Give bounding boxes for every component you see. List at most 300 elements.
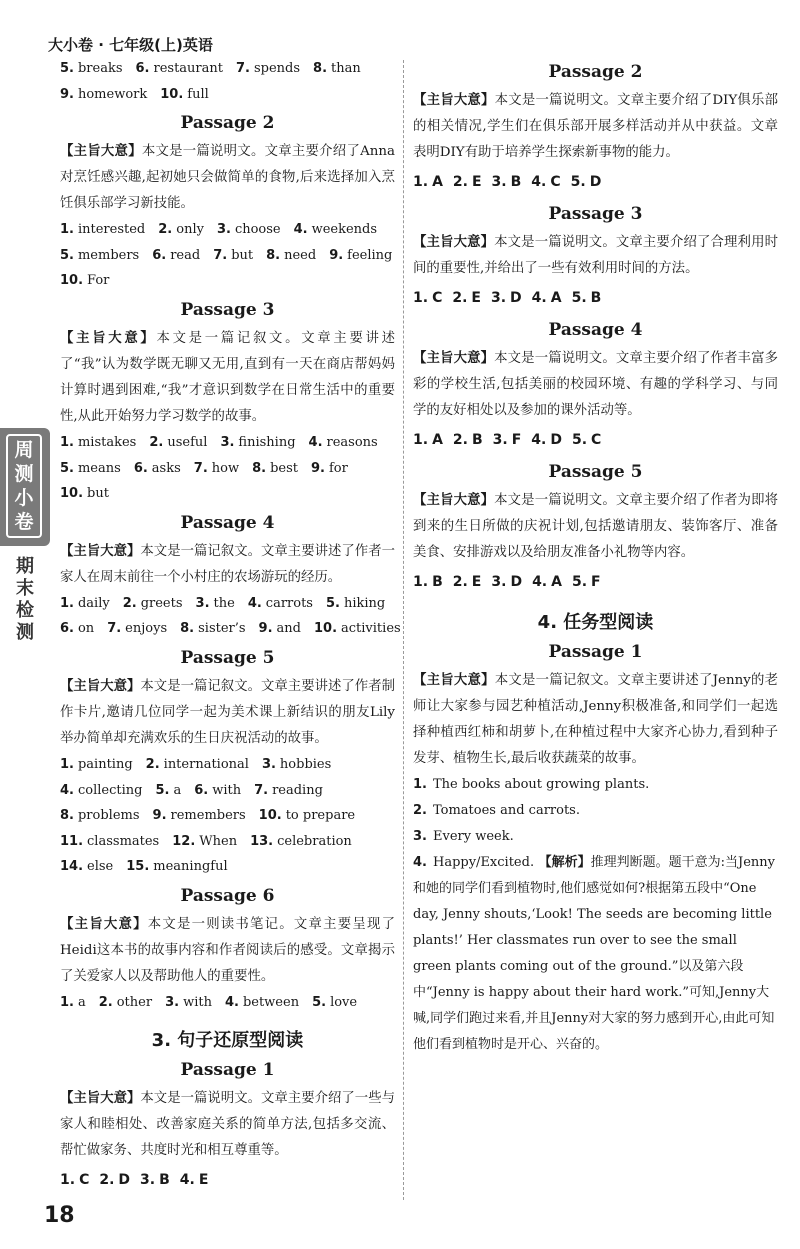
answer-text: sister’s bbox=[198, 621, 246, 637]
answer-text: finishing bbox=[238, 434, 296, 450]
answer-item bbox=[329, 243, 392, 269]
answer-number: 1. bbox=[60, 994, 74, 1010]
passage-title: Passage 6 bbox=[180, 885, 275, 906]
answer-line bbox=[60, 803, 395, 829]
answer-item bbox=[140, 1164, 170, 1196]
answer-text: how bbox=[211, 460, 240, 476]
passage-title: Passage 3 bbox=[180, 299, 275, 320]
answer-text: on bbox=[77, 621, 95, 637]
answer-text: for bbox=[328, 460, 348, 476]
answer-line bbox=[60, 829, 395, 855]
answer-line bbox=[60, 752, 395, 778]
answer-item bbox=[99, 990, 152, 1016]
answer-item bbox=[60, 82, 147, 108]
answer-line bbox=[413, 566, 778, 598]
answer-item bbox=[196, 591, 235, 617]
answer-number: 6. bbox=[135, 61, 150, 76]
answer-item bbox=[60, 56, 123, 82]
section-title: 4. 任务型阅读 bbox=[537, 612, 654, 633]
answer-number: 5. bbox=[325, 595, 340, 611]
answer-item bbox=[252, 456, 298, 482]
answer-number: 2. bbox=[98, 994, 113, 1010]
page-header-title: 大小卷 · 七年级(上)英语 bbox=[48, 36, 213, 54]
passage-summary bbox=[60, 138, 395, 217]
answer-number: 7. bbox=[254, 782, 269, 798]
answer-number: 2. bbox=[99, 1171, 115, 1188]
answer-number: 1. bbox=[60, 434, 74, 450]
answer-text: C bbox=[432, 290, 443, 306]
answer-item bbox=[180, 1164, 209, 1196]
side-tab bbox=[0, 428, 50, 546]
answer-item bbox=[452, 282, 481, 314]
answer-number: 5. bbox=[571, 432, 588, 448]
answer-number: 4. bbox=[531, 432, 547, 448]
answer-line bbox=[413, 166, 778, 198]
answer-text: homework bbox=[77, 86, 148, 102]
answer-number: 1. bbox=[60, 595, 74, 611]
answer-number: 6. bbox=[60, 621, 74, 637]
answer-item bbox=[126, 854, 227, 880]
answer-text: A bbox=[432, 174, 443, 190]
answer-item bbox=[259, 803, 355, 829]
answer-item bbox=[60, 481, 109, 507]
answer-number: 5. bbox=[155, 782, 170, 798]
passage-title: Passage 1 bbox=[180, 1059, 275, 1080]
answer-number: 8. bbox=[266, 247, 281, 263]
answer-number: 5. bbox=[312, 994, 327, 1010]
answer-item bbox=[194, 778, 241, 804]
analysis-tag: 【解析】 bbox=[534, 855, 591, 870]
answer-item bbox=[220, 430, 295, 456]
answer-text: E bbox=[471, 290, 481, 306]
answer-item bbox=[313, 56, 361, 82]
answer-text: C bbox=[79, 1171, 90, 1188]
summary-text: 本文是一则读书笔记。文章主要呈现了Heidi这本书的故事内容和作者阅读后的感受。文章揭示了关爱家人以及帮助他人的重要性。 bbox=[60, 916, 396, 984]
answer-item bbox=[262, 752, 331, 778]
answer-text: activities bbox=[341, 621, 401, 637]
answer-number: 1. bbox=[60, 756, 74, 772]
answer-text: D bbox=[589, 174, 602, 190]
answer-number: 3. bbox=[216, 222, 231, 238]
answer-number: 8. bbox=[313, 61, 328, 76]
answer-number: 5. bbox=[60, 61, 74, 76]
summary-text: 本文是一篇说明文。文章主要介绍了合理利用时间的重要性,并给出了一些有效利用时间的方法。 bbox=[413, 235, 778, 276]
answer-number: 2. bbox=[149, 434, 164, 450]
answer-text: remembers bbox=[170, 808, 246, 824]
task-answer bbox=[413, 772, 778, 798]
answer-number: 2. bbox=[145, 756, 160, 772]
answer-number: 1. bbox=[413, 432, 429, 448]
answer-item bbox=[531, 166, 560, 198]
answer-number: 6. bbox=[194, 782, 209, 798]
answer-text: weekends bbox=[311, 222, 378, 238]
answer-text: F bbox=[511, 432, 522, 448]
answer-text: full bbox=[187, 86, 209, 102]
answer-number: 15. bbox=[126, 859, 150, 875]
summary-tag: 【主旨大意】 bbox=[60, 143, 142, 160]
answer-text: problems bbox=[77, 808, 140, 824]
answer-item bbox=[571, 166, 602, 198]
answer-text: and bbox=[276, 621, 301, 637]
answer-number: 5. bbox=[570, 174, 586, 190]
answer-text: than bbox=[331, 61, 361, 76]
answer-text: B bbox=[510, 174, 522, 190]
answer-item bbox=[236, 56, 300, 82]
answer-number: 1. bbox=[60, 222, 74, 238]
answer-item bbox=[107, 616, 167, 642]
answer-item bbox=[248, 591, 313, 617]
summary-text: 本文是一篇记叙文。文章主要讲述了作者制作卡片,邀请几位同学一起为美术课上新结识的朋友Lily举办简单却充满欢乐的生日庆祝活动的故事。 bbox=[60, 678, 396, 746]
answer-number: 8. bbox=[180, 621, 195, 637]
answer-number: 3. bbox=[165, 994, 180, 1010]
answer-text: Happy/Excited. bbox=[432, 855, 535, 870]
answer-text: mistakes bbox=[77, 434, 137, 450]
summary-tag: 【主旨大意】 bbox=[413, 492, 495, 508]
answer-text: A bbox=[432, 432, 443, 448]
answer-number: 5. bbox=[60, 247, 74, 263]
answer-item bbox=[60, 591, 110, 617]
answer-number: 2. bbox=[452, 174, 468, 190]
answer-text: meaningful bbox=[153, 859, 228, 875]
summary-text: 本文是一篇说明文。文章主要介绍了作者为即将到来的生日所做的庆祝计划,包括邀请朋友、装饰客厅、准备美食、安排游戏以及给朋友准备小礼物等内容。 bbox=[413, 493, 778, 560]
answer-line bbox=[60, 616, 401, 642]
answer-number: 6. bbox=[133, 460, 148, 476]
answer-line bbox=[60, 82, 395, 108]
answer-line bbox=[60, 268, 395, 294]
summary-text: 本文是一篇记叙文。文章主要讲述了Jenny的老师让大家参与园艺种植活动,Jenny积极准备,和同学们一起选择种植西红柿和胡萝卜,在种植过程中大家齐心协力,看到种子发芽、植物生长,最后收获蔬菜的故事。 bbox=[413, 673, 779, 766]
answer-item bbox=[60, 778, 142, 804]
answer-number: 9. bbox=[258, 621, 273, 637]
answer-number: 3. bbox=[492, 432, 508, 448]
answer-text: D bbox=[510, 290, 522, 306]
answer-text: means bbox=[77, 460, 121, 476]
answer-text: reading bbox=[272, 782, 323, 798]
answer-item bbox=[180, 616, 245, 642]
answer-line bbox=[60, 430, 395, 456]
answer-item bbox=[413, 566, 443, 598]
answer-item bbox=[453, 424, 483, 456]
analysis-text: 推理判断题。题干意为:当Jenny和她的同学们看到植物时,他们感觉如何?根据第五段中“One day, Jenny shouts,‘Look! The seeds are becoming little plants!’ Her classmates run over to see the small green plants coming out of the ground.”以及第六段中“Jenny is happy about their hard work.”可知,Jenny大喊,同学们跑过来看,并且Jenny对大家的努力感到开心,由此可知他们看到植物时是开心、兴奋的。 bbox=[413, 855, 775, 1052]
answer-line bbox=[60, 591, 395, 617]
answer-text: with bbox=[212, 782, 242, 798]
answer-item bbox=[294, 217, 377, 243]
summary-tag: 【主旨大意】 bbox=[60, 542, 141, 559]
answer-text: carrots bbox=[265, 595, 313, 611]
answer-item bbox=[152, 243, 200, 269]
passage-summary bbox=[413, 487, 778, 566]
answer-item bbox=[326, 591, 385, 617]
answer-number: 4. bbox=[179, 1171, 195, 1188]
answer-number: 11. bbox=[60, 833, 84, 849]
side-tab-label: 周测小卷 bbox=[6, 434, 42, 538]
answer-text: only bbox=[176, 222, 204, 238]
answer-text: hiking bbox=[343, 595, 386, 611]
passage-title: Passage 2 bbox=[548, 62, 643, 82]
answer-text: Tomatoes and carrots. bbox=[432, 803, 580, 818]
answer-item bbox=[60, 854, 113, 880]
answer-number: 1. bbox=[60, 1171, 76, 1188]
answer-text: need bbox=[284, 247, 317, 263]
answer-item bbox=[60, 430, 136, 456]
answer-number: 1. bbox=[413, 574, 429, 590]
answer-number: 9. bbox=[311, 460, 325, 476]
answer-item bbox=[250, 829, 352, 855]
answer-item bbox=[217, 217, 281, 243]
answer-text: D bbox=[118, 1171, 131, 1188]
answer-item bbox=[149, 430, 207, 456]
answer-item bbox=[413, 282, 442, 314]
answer-text: else bbox=[87, 859, 114, 875]
answer-text: spends bbox=[253, 61, 301, 76]
answer-number: 10. bbox=[160, 86, 184, 102]
answer-item bbox=[453, 166, 482, 198]
answer-text: When bbox=[199, 833, 238, 849]
answer-number: 3. bbox=[220, 434, 235, 450]
answer-text: but bbox=[87, 486, 109, 502]
answer-text: The books about growing plants. bbox=[432, 777, 650, 792]
answer-item bbox=[532, 282, 562, 314]
answer-text: painting bbox=[77, 756, 133, 772]
answer-item bbox=[491, 566, 522, 598]
answer-number: 10. bbox=[313, 621, 338, 637]
summary-tag: 【主旨大意】 bbox=[60, 677, 141, 694]
answer-item bbox=[194, 456, 239, 482]
answer-number: 3. bbox=[140, 1171, 156, 1188]
answer-text: the bbox=[213, 595, 235, 611]
answer-number: 3. bbox=[490, 290, 507, 306]
section-title: 3. 句子还原型阅读 bbox=[151, 1029, 304, 1051]
answer-number: 1. bbox=[413, 290, 429, 306]
answer-item bbox=[309, 430, 378, 456]
task-answer bbox=[413, 798, 778, 824]
answer-line bbox=[60, 778, 395, 804]
passage-title: Passage 3 bbox=[548, 204, 643, 224]
answer-item bbox=[134, 456, 181, 482]
answer-number: 4. bbox=[247, 595, 262, 611]
answer-line bbox=[60, 481, 395, 507]
answer-number: 7. bbox=[107, 621, 122, 637]
answer-number: 10. bbox=[258, 808, 282, 824]
answer-number: 8. bbox=[60, 808, 74, 824]
answer-item bbox=[60, 990, 86, 1016]
answer-text: enjoys bbox=[125, 621, 168, 637]
answer-text: E bbox=[198, 1171, 209, 1188]
answer-number: 2. bbox=[452, 432, 468, 448]
answer-number: 4. bbox=[293, 222, 308, 238]
summary-text: 本文是一篇记叙文。文章主要讲述了“我”认为数学既无聊又无用,直到有一天在商店帮妈妈计算时遇到困难,“我”才意识到数学在日常生活中的重要性,从此开始努力学习数学的故事。 bbox=[60, 330, 396, 424]
left-column bbox=[60, 56, 401, 1196]
answer-item bbox=[311, 456, 348, 482]
answer-item bbox=[146, 752, 249, 778]
answer-line bbox=[60, 217, 395, 243]
answer-text: reasons bbox=[326, 434, 378, 450]
passage-summary bbox=[60, 1085, 395, 1164]
answer-item bbox=[312, 990, 357, 1016]
answer-text: C bbox=[550, 174, 561, 190]
answer-text: E bbox=[471, 574, 482, 590]
answer-item bbox=[314, 616, 401, 642]
answer-number: 3. bbox=[413, 829, 427, 844]
passage-summary bbox=[60, 538, 395, 591]
answer-text: B bbox=[432, 574, 443, 590]
answer-item bbox=[254, 778, 323, 804]
answer-text: a bbox=[77, 994, 86, 1010]
answer-text: A bbox=[550, 290, 562, 306]
answer-line bbox=[60, 854, 395, 880]
answer-item bbox=[492, 166, 522, 198]
summary-text: 本文是一篇说明文。文章主要介绍了DIY俱乐部的相关情况,学生们在俱乐部开展多样活动并从中获益。文章表明DIY有助于培养学生探索新事物的能力。 bbox=[413, 93, 778, 160]
answer-text: to prepare bbox=[285, 808, 356, 824]
answer-item bbox=[491, 282, 522, 314]
answer-text: love bbox=[330, 994, 358, 1010]
passage-title: Passage 4 bbox=[548, 320, 643, 340]
answer-text: collecting bbox=[77, 782, 143, 798]
passage-title: Passage 5 bbox=[180, 647, 275, 668]
answer-item bbox=[493, 424, 522, 456]
right-column bbox=[413, 56, 778, 1058]
summary-text: 本文是一篇说明文。文章主要介绍了一些与家人和睦相处、改善家庭关系的简单方法,包括多交流、帮忙做家务、共度时光和相互尊重等。 bbox=[60, 1090, 396, 1158]
answer-text: but bbox=[231, 247, 254, 263]
passage-title: Passage 1 bbox=[548, 642, 643, 662]
answer-item bbox=[136, 56, 223, 82]
answer-text: C bbox=[591, 432, 602, 448]
answer-number: 3. bbox=[195, 595, 210, 611]
answer-text: B bbox=[590, 290, 602, 306]
answer-item bbox=[60, 829, 159, 855]
answer-text: feeling bbox=[347, 247, 393, 263]
answer-item bbox=[60, 803, 140, 829]
answer-item bbox=[572, 282, 602, 314]
answer-number: 4. bbox=[224, 994, 239, 1010]
answer-text: E bbox=[471, 174, 482, 190]
answer-item bbox=[413, 424, 443, 456]
answer-number: 3. bbox=[491, 174, 507, 190]
answer-text: greets bbox=[140, 595, 183, 611]
answer-number: 4. bbox=[532, 574, 548, 590]
answer-text: other bbox=[116, 994, 153, 1010]
answer-number: 3. bbox=[261, 756, 276, 772]
summary-text: 本文是一篇记叙文。文章主要讲述了作者一家人在周末前往一个小村庄的农场游玩的经历。 bbox=[60, 543, 396, 585]
answer-item bbox=[60, 456, 121, 482]
answer-text: a bbox=[173, 782, 182, 798]
answer-number: 7. bbox=[213, 247, 228, 263]
answer-number: 4. bbox=[413, 855, 427, 870]
answer-text: choose bbox=[234, 222, 281, 238]
answer-item bbox=[413, 166, 443, 198]
answer-text: best bbox=[270, 460, 298, 476]
answer-line bbox=[413, 424, 778, 456]
answer-item bbox=[259, 616, 301, 642]
answer-number: 3. bbox=[491, 574, 507, 590]
answer-line bbox=[60, 56, 395, 82]
answer-number: 4. bbox=[531, 174, 547, 190]
answer-item bbox=[60, 1164, 89, 1196]
task-answer bbox=[413, 850, 778, 1058]
passage-summary bbox=[413, 229, 778, 282]
answer-number: 2. bbox=[122, 595, 137, 611]
answer-text: hobbies bbox=[279, 756, 332, 772]
answer-text: A bbox=[551, 574, 562, 590]
passage-summary bbox=[60, 673, 395, 752]
passage-summary bbox=[413, 345, 778, 424]
answer-text: D bbox=[510, 574, 523, 590]
answer-item bbox=[158, 217, 204, 243]
passage-summary bbox=[413, 667, 778, 772]
summary-text: 本文是一篇说明文。文章主要介绍了作者丰富多彩的学校生活,包括美丽的校园环境、有趣的学科学习、与同学的友好相处以及参加的课外活动等。 bbox=[413, 351, 778, 418]
answer-text: restaurant bbox=[153, 61, 223, 76]
page-number: 18 bbox=[44, 1203, 75, 1228]
answer-text: members bbox=[77, 247, 140, 263]
summary-tag: 【主旨大意】 bbox=[60, 329, 157, 346]
answer-item bbox=[572, 566, 601, 598]
passage-title: Passage 4 bbox=[180, 512, 275, 533]
answer-number: 10. bbox=[60, 273, 84, 289]
answer-item bbox=[60, 616, 94, 642]
passage-summary bbox=[60, 325, 395, 430]
answer-item bbox=[155, 778, 181, 804]
answer-item bbox=[531, 424, 562, 456]
answer-number: 4. bbox=[60, 782, 74, 798]
passage-summary bbox=[60, 911, 395, 990]
answer-line bbox=[60, 456, 395, 482]
answer-number: 9. bbox=[60, 86, 74, 102]
answer-item bbox=[572, 424, 601, 456]
passage-title: Passage 2 bbox=[180, 113, 275, 134]
summary-tag: 【主旨大意】 bbox=[413, 92, 495, 108]
answer-number: 9. bbox=[329, 247, 344, 263]
answer-number: 1. bbox=[413, 174, 429, 190]
answer-item bbox=[60, 268, 109, 294]
answer-number: 12. bbox=[172, 833, 196, 849]
answer-number: 2. bbox=[452, 290, 468, 306]
answer-text: read bbox=[170, 247, 201, 263]
answer-number: 2. bbox=[413, 803, 427, 818]
answer-text: international bbox=[163, 756, 249, 772]
answer-item bbox=[172, 829, 237, 855]
answer-item bbox=[165, 990, 212, 1016]
answer-number: 7. bbox=[236, 61, 250, 76]
answer-text: interested bbox=[77, 222, 146, 238]
answer-text: B bbox=[159, 1171, 170, 1188]
passage-summary bbox=[413, 87, 778, 166]
answer-item bbox=[153, 803, 246, 829]
answer-text: F bbox=[591, 574, 601, 590]
answer-text: Every week. bbox=[432, 829, 514, 844]
answer-item bbox=[225, 990, 299, 1016]
answer-text: D bbox=[550, 432, 562, 448]
answer-item bbox=[453, 566, 482, 598]
answer-number: 4. bbox=[308, 434, 323, 450]
answer-text: breaks bbox=[77, 61, 123, 76]
answer-text: asks bbox=[151, 460, 181, 476]
side-tab-sub: 期末检测 bbox=[16, 556, 34, 643]
answer-number: 5. bbox=[571, 574, 588, 590]
answer-text: classmates bbox=[87, 833, 160, 849]
answer-number: 13. bbox=[250, 833, 274, 849]
answer-line bbox=[60, 243, 395, 269]
answer-item bbox=[213, 243, 253, 269]
answer-item bbox=[160, 82, 209, 108]
answer-item bbox=[123, 591, 183, 617]
summary-tag: 【主旨大意】 bbox=[413, 234, 495, 250]
answer-text: For bbox=[87, 273, 110, 289]
answer-number: 10. bbox=[60, 486, 84, 502]
answer-text: with bbox=[183, 994, 212, 1010]
answer-number: 2. bbox=[452, 574, 468, 590]
answer-item bbox=[266, 243, 316, 269]
answer-item bbox=[99, 1164, 130, 1196]
summary-tag: 【主旨大意】 bbox=[413, 672, 495, 688]
